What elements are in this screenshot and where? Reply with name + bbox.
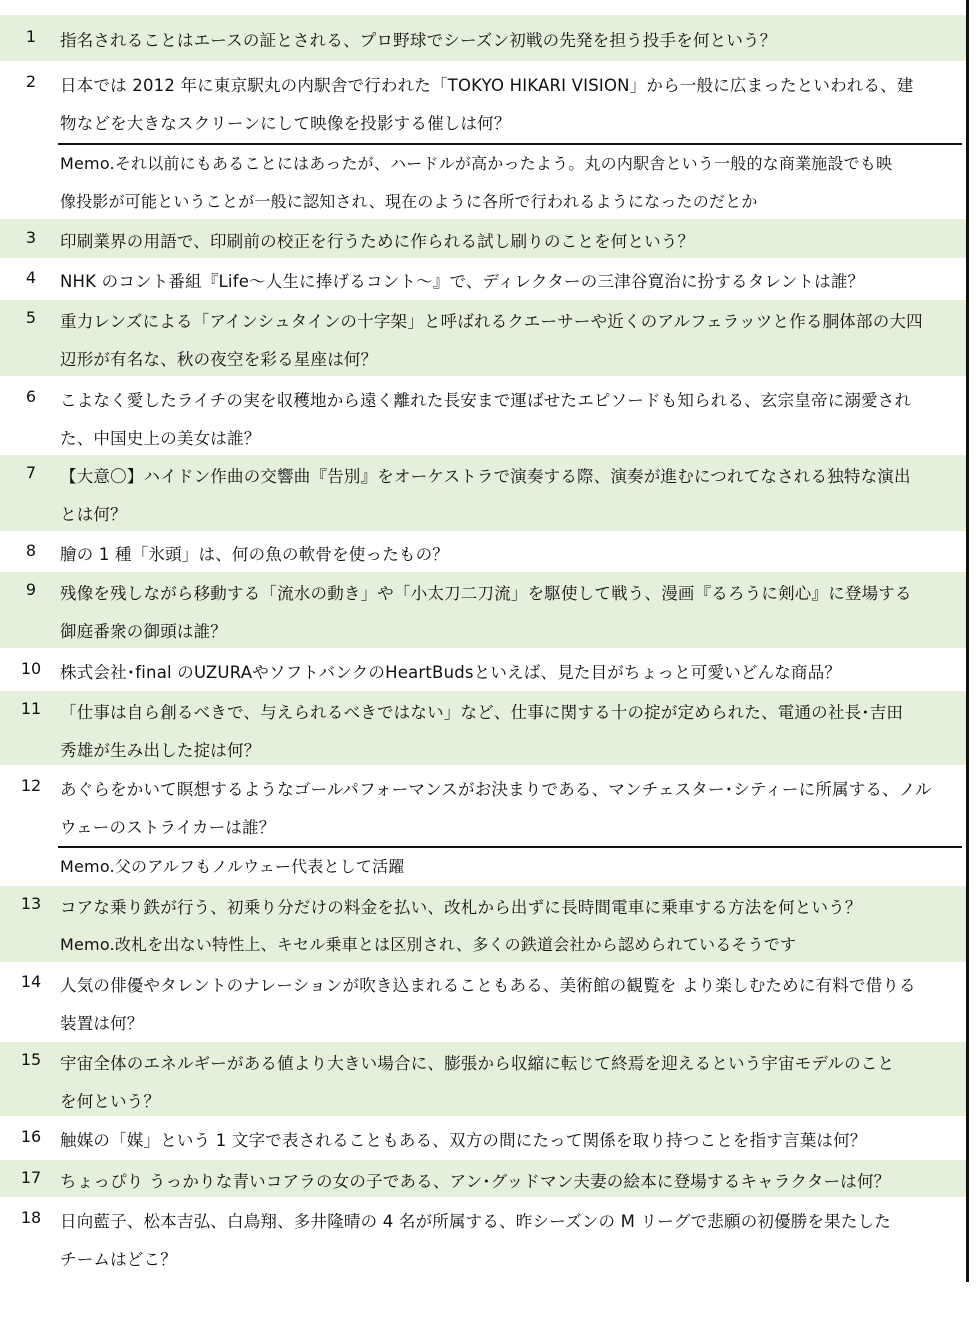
question-text-line: 日向藍子、松本吉弘、白鳥翔、多井隆晴の 4 名が所属する、昨シーズンの M リーグで悲願の初優勝を果たした — [60, 1212, 891, 1231]
question-number: 3 — [25, 228, 37, 247]
question-text-line: 辺形が有名な、秋の夜空を彩る星座は何？ — [60, 350, 378, 369]
question-number: 1 — [25, 27, 37, 46]
question-row — [0, 261, 968, 297]
question-text-line: 膾の 1 種「氷頭」は、何の魚の軟骨を使ったもの？ — [60, 545, 449, 564]
question-number: 7 — [25, 463, 37, 482]
question-number: 11 — [20, 699, 42, 718]
question-text-line: 装置は何？ — [60, 1014, 144, 1033]
question-row — [0, 886, 968, 962]
question-text-line: 重力レンズによる「アインシュタインの十字架」と呼ばれるクエーサーや近くのアルフェラッツと作る胴体部の大四 — [60, 312, 923, 331]
memo-block — [0, 143, 968, 219]
memo-block — [0, 846, 968, 884]
question-text-line: 宇宙全体のエネルギーがある値より大きい場合に、膨張から収縮に転じて終焉を迎えるという宇宙モデルのこと — [60, 1054, 895, 1073]
question-text-line: こよなく愛したライチの実を収穫地から遠く離れた長安まで運ばせたエピソードも知られる、玄宗皇帝に溺愛され — [60, 391, 912, 410]
right-border — [966, 0, 969, 1282]
question-row — [0, 534, 968, 570]
question-text-line: NHK のコント番組『Life～人生に捧げるコント～』で、ディレクターの三津谷寛治に扮するタレントは誰？ — [60, 272, 865, 291]
question-text-line: コアな乗り鉄が行う、初乗り分だけの料金を払い、改札から出ずに長時間電車に乗車する方法を何という？ — [60, 898, 862, 917]
question-text-line: とは何？ — [60, 505, 127, 524]
question-row — [0, 64, 968, 140]
question-text-line: あぐらをかいて瞑想するようなゴールパフォーマンスがお決まりである、マンチェスター･シティーに所属する、ノル — [60, 780, 932, 799]
question-text-line: 物などを大きなスクリーンにして映像を投影する催しは何？ — [60, 114, 511, 133]
question-number: 6 — [25, 387, 37, 406]
question-number: 5 — [25, 308, 37, 327]
question-text-line: ウェーのストライカーは誰？ — [60, 818, 276, 837]
question-text-line: 残像を残しながら移動する「流水の動き」や「小太刀二刀流」を駆使して戦う、漫画『るろうに剣心』に登場する — [60, 584, 912, 603]
question-text-line: 人気の俳優やタレントのナレーションが吹き込まれることもある、美術館の観覧を より楽しむために有料で借りる — [60, 976, 916, 995]
memo-divider — [58, 143, 962, 145]
question-text-line: た、中国史上の美女は誰？ — [60, 429, 261, 448]
question-row — [0, 379, 968, 453]
question-number: 15 — [20, 1050, 42, 1069]
question-text-line: ちょっぴり うっかりな青いコアラの女の子である、アン･グッドマン夫妻の絵本に登場するキャラクターは何？ — [60, 1172, 891, 1191]
question-number: 2 — [25, 72, 37, 91]
question-text-line: 指名されることはエースの証とされる、プロ野球でシーズン初戦の先発を担う投手を何という？ — [60, 31, 777, 50]
question-number: 12 — [20, 776, 42, 795]
question-number: 9 — [25, 580, 37, 599]
question-row — [0, 651, 968, 688]
question-number: 8 — [25, 541, 37, 560]
question-text-line: 印刷業界の用語で、印刷前の校正を行うために作られる試し刷りのことを何という？ — [60, 232, 695, 251]
question-text-line: 【大意〇】ハイドン作曲の交響曲『告別』をオーケストラで演奏する際、演奏が進むにつれてなされる独特な演出 — [60, 467, 911, 486]
question-text-line: を何という？ — [60, 1092, 161, 1111]
question-row — [0, 455, 968, 531]
question-number: 18 — [20, 1208, 42, 1227]
question-text-line: チームはどこ？ — [60, 1250, 177, 1269]
question-text-line: Memo.改札を出ない特性上、キセル乗車とは区別され、多くの鉄道会社から認められているそうです — [60, 935, 797, 954]
question-row — [0, 1042, 968, 1116]
memo-text-line: Memo.それ以前にもあることにはあったが、ハードルが高かったよう。丸の内駅舎という一般的な商業施設でも映 — [60, 154, 893, 173]
question-row — [0, 219, 968, 258]
question-number: 16 — [20, 1127, 42, 1146]
question-text-line: 「仕事は自ら創るべきで、与えられるべきではない」など、仕事に関する十の掟が定められた、電通の社長･吉田 — [60, 703, 904, 722]
question-text-line: 秀雄が生み出した掟は何？ — [60, 741, 261, 760]
question-row — [0, 964, 968, 1040]
question-row — [0, 768, 968, 844]
question-text-line: 触媒の「媒」という 1 文字で表されることもある、双方の間にたって関係を取り持つことを指す言葉は何？ — [60, 1131, 867, 1150]
question-number: 4 — [25, 268, 37, 287]
question-text-line: 御庭番衆の御頭は誰？ — [60, 622, 227, 641]
question-number: 10 — [20, 659, 42, 678]
memo-divider — [58, 846, 962, 848]
question-row — [0, 1119, 968, 1157]
memo-text-line: Memo.父のアルフもノルウェー代表として活躍 — [60, 857, 405, 876]
question-row — [0, 1200, 968, 1280]
question-number: 13 — [20, 894, 42, 913]
memo-text-line: 像投影が可能ということが一般に認知され、現在のように各所で行われるようになったのだとか — [60, 192, 758, 211]
question-text-line: 日本では 2012 年に東京駅丸の内駅舎で行われた「TOKYO HIKARI VISION」から一般に広まったといわれる、建 — [60, 76, 914, 95]
question-row — [0, 572, 968, 648]
question-text-line: 株式会社･final のUZURAやソフトバンクのHeartBudsといえば、見た目がちょっと可愛いどんな商品？ — [60, 663, 842, 682]
question-row — [0, 691, 968, 765]
question-row — [0, 15, 968, 61]
question-row — [0, 1160, 968, 1197]
question-row — [0, 300, 968, 376]
question-number: 14 — [20, 972, 42, 991]
question-number: 17 — [20, 1168, 42, 1187]
